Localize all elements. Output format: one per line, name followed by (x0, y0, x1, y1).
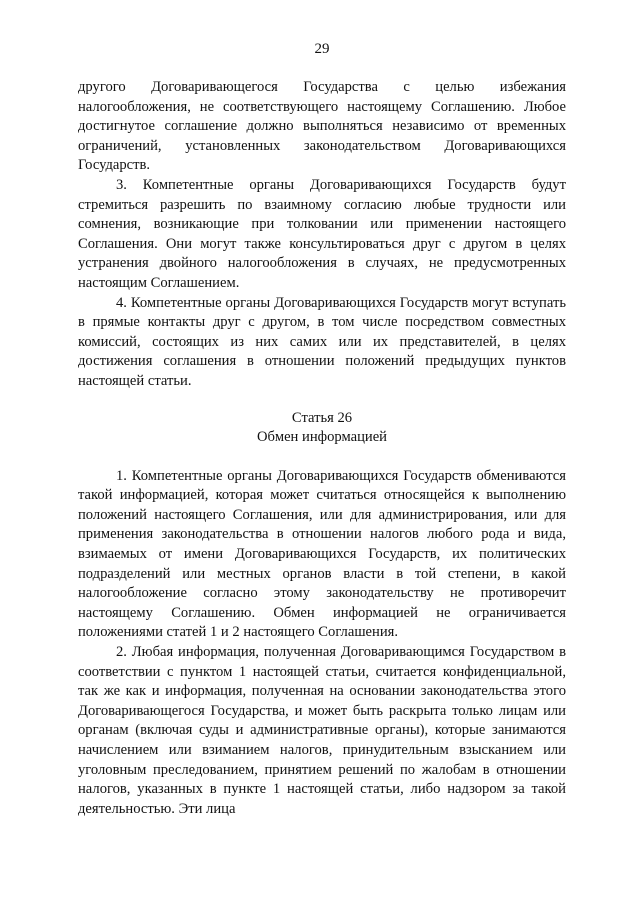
article-paragraph-2: 2. Любая информация, полученная Договаривающимся Государством в соответствии с пунктом 1 настоящей статьи, считается конфиденциальной, так же как и информация, полученная на основании законодательства этого Договаривающегося Государства, и может быть раскрыта только лицам или органам (включая суды и административные органы), которые занимаются начислением или взиманием налогов, принудительным взысканием или уголовным преследованием, принятием решений по жалобам в отношении налогов, указанных в пункте 1 настоящей статьи, либо надзором за такой деятельностью. Эти лица (78, 644, 566, 817)
article-heading (78, 409, 566, 448)
paragraph-item-3: 3. Компетентные органы Договаривающихся Государств будут стремиться разрешить по взаимному согласию любые трудности или сомнения, возникающие при толковании или применении настоящего Соглашения. Они могут также консультироваться друг с другом в целях устранения двойного налогообложения в случаях, не предусмотренных настоящим Соглашением. (78, 176, 566, 291)
document-body (78, 78, 566, 819)
paragraph-continuation: другого Договаривающегося Государства с целью избежания налогообложения, не соответствующего настоящему Соглашению. Любое достигнутое соглашение должно выполняться независимо от временных ограничений, установленных законодательством Договаривающихся Государств. (78, 79, 566, 174)
article-title: Обмен информацией (257, 429, 387, 446)
article-number: Статья 26 (291, 409, 353, 426)
article-paragraph-1: 1. Компетентные органы Договаривающихся Государств обмениваются такой информацией, которая может считаться относящейся к выполнению положений настоящего Соглашения, или для администрирования, или для применения законодательства в отношении налогов любого рода и вида, взимаемых от имени Договаривающихся Государств, их политических подразделений или местных органов власти в той степени, в какой налогообложение согласно этому законодательству не противоречит настоящему Соглашению. Обмен информацией не ограничивается положениями статей 1 и 2 настоящего Соглашения. (78, 467, 566, 641)
paragraph-item-4: 4. Компетентные органы Договаривающихся Государств могут вступать в прямые контакты друг с другом, в том числе посредством совместных комиссий, состоящих из них самих или их представителей, в целях достижения соглашения в отношении положений предыдущих пунктов настоящей статьи. (78, 294, 566, 389)
page-number: 29 (314, 41, 330, 57)
